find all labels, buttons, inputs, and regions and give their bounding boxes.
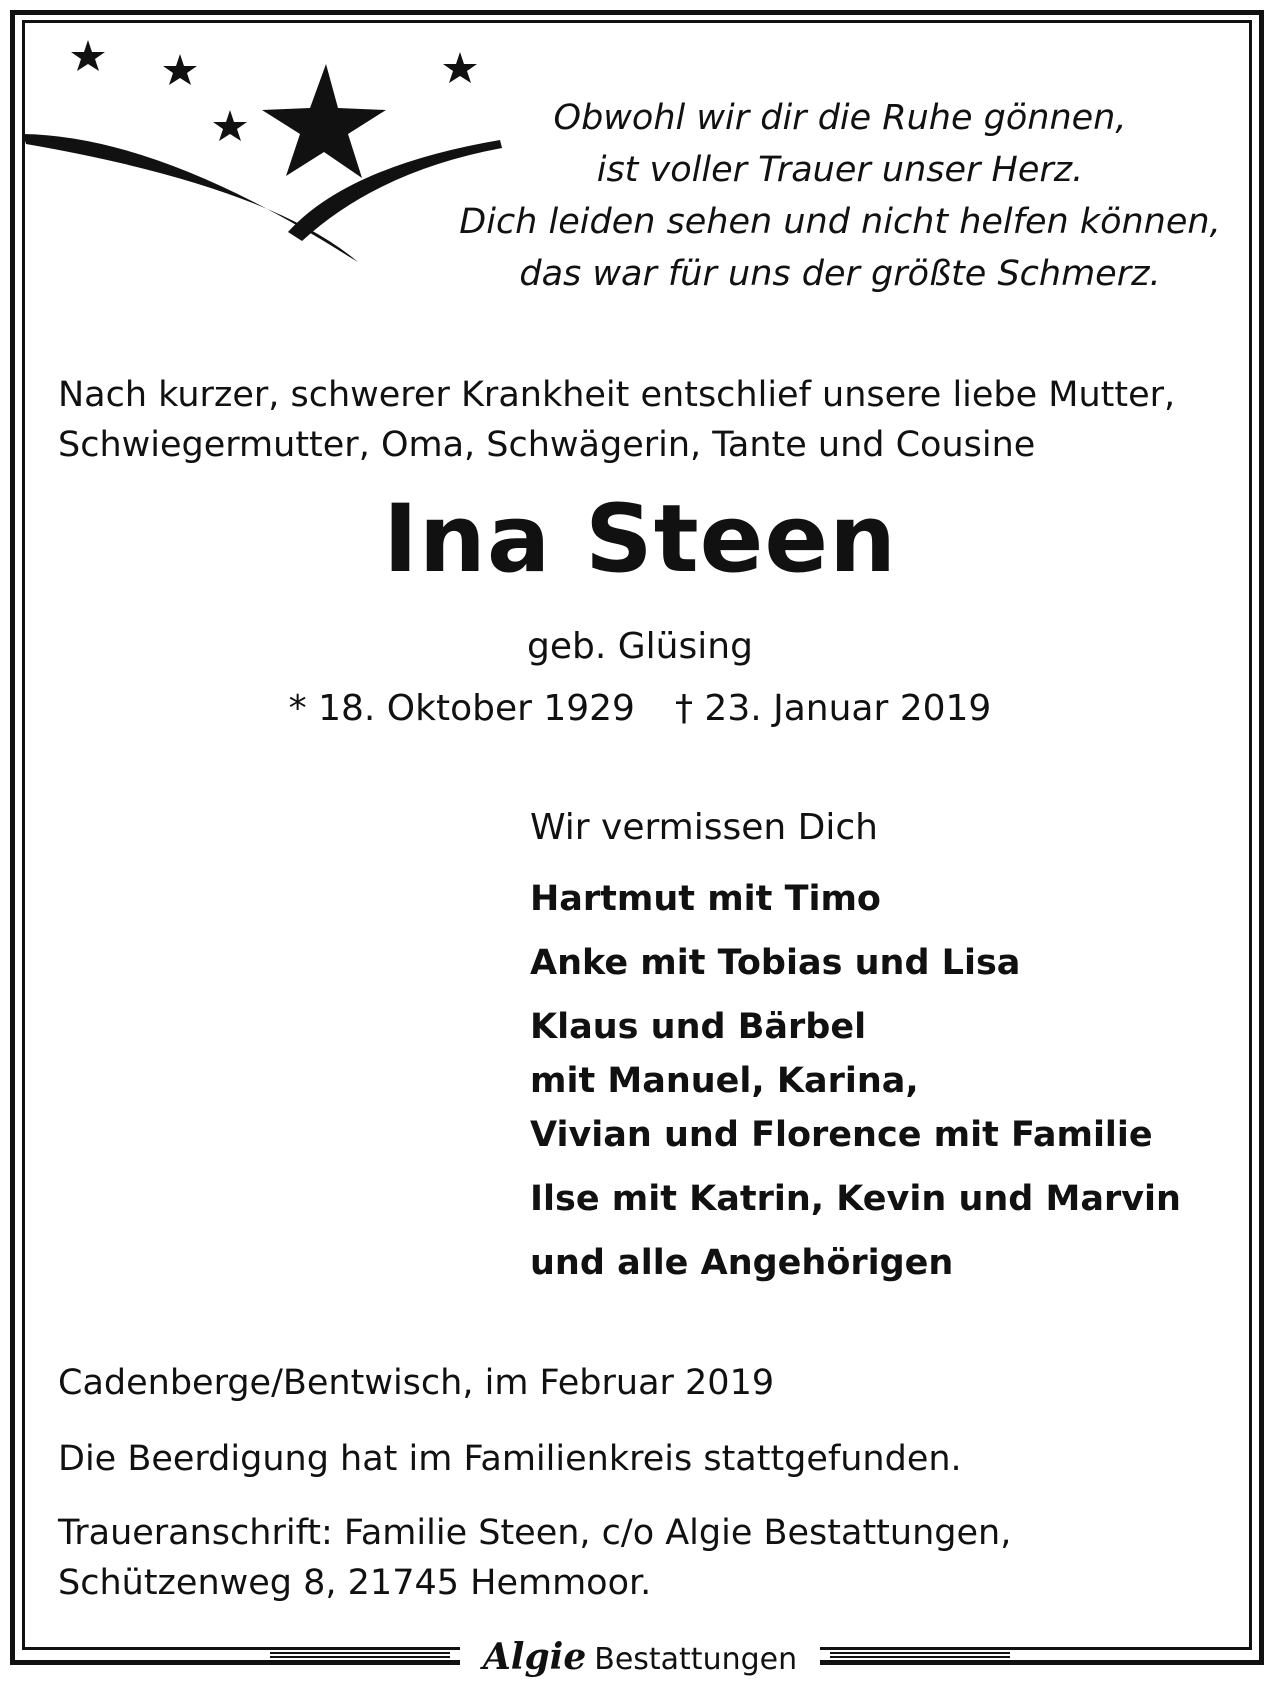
mourner-group xyxy=(530,1172,1181,1226)
intro-line: Schwiegermutter, Oma, Schwägerin, Tante und Cousine xyxy=(58,425,1036,465)
funeral-home-brand xyxy=(0,1636,1280,1676)
deceased-name: Ina Steen xyxy=(382,485,898,594)
death-announcement-intro xyxy=(58,370,1238,470)
mourner-group xyxy=(530,1236,1181,1290)
brand-text xyxy=(460,1636,820,1678)
mourner-group xyxy=(530,936,1181,990)
mourner-line: Vivian und Florence mit Familie xyxy=(530,1115,1153,1155)
birth-name: geb. Glüsing xyxy=(527,626,753,667)
death-date: † 23. Januar 2019 xyxy=(674,688,992,729)
brand-word: Bestattungen xyxy=(594,1642,798,1677)
poem-line: das war für uns der größte Schmerz. xyxy=(519,254,1161,294)
brand-logo: Algie xyxy=(482,1636,587,1678)
mourner-group xyxy=(530,872,1181,926)
mourners-list xyxy=(530,872,1181,1300)
poem-line: Dich leiden sehen und nicht helfen können, xyxy=(459,202,1221,242)
birth-date: * 18. Oktober 1929 xyxy=(288,688,635,729)
mourner-group xyxy=(530,1000,1181,1162)
intro-line: Nach kurzer, schwerer Krankheit entschlief unsere liebe Mutter, xyxy=(58,375,1176,415)
mourner-line: Hartmut mit Timo xyxy=(530,879,881,919)
mourning-address xyxy=(58,1508,1011,1608)
life-dates xyxy=(0,686,1280,732)
poem-line: ist voller Trauer unser Herz. xyxy=(596,150,1084,190)
mourner-line: mit Manuel, Karina, xyxy=(530,1061,919,1101)
address-line: Schützenweg 8, 21745 Hemmoor. xyxy=(58,1563,652,1603)
brand-rule-right xyxy=(830,1652,1010,1660)
funeral-note: Die Beerdigung hat im Familienkreis stattgefunden. xyxy=(58,1439,962,1479)
mourner-line: Ilse mit Katrin, Kevin und Marvin xyxy=(530,1179,1181,1219)
poem-line: Obwohl wir dir die Ruhe gönnen, xyxy=(553,98,1127,138)
memorial-poem xyxy=(440,92,1240,300)
mourners-intro: Wir vermissen Dich xyxy=(530,807,878,848)
address-line: Traueranschrift: Familie Steen, c/o Algie Bestattungen, xyxy=(58,1513,1012,1553)
mourner-line: Anke mit Tobias und Lisa xyxy=(530,943,1021,983)
place-date: Cadenberge/Bentwisch, im Februar 2019 xyxy=(58,1363,775,1403)
mourner-line: Klaus und Bärbel xyxy=(530,1007,867,1047)
brand-rule-left xyxy=(270,1652,450,1660)
mourner-line: und alle Angehörigen xyxy=(530,1243,954,1283)
